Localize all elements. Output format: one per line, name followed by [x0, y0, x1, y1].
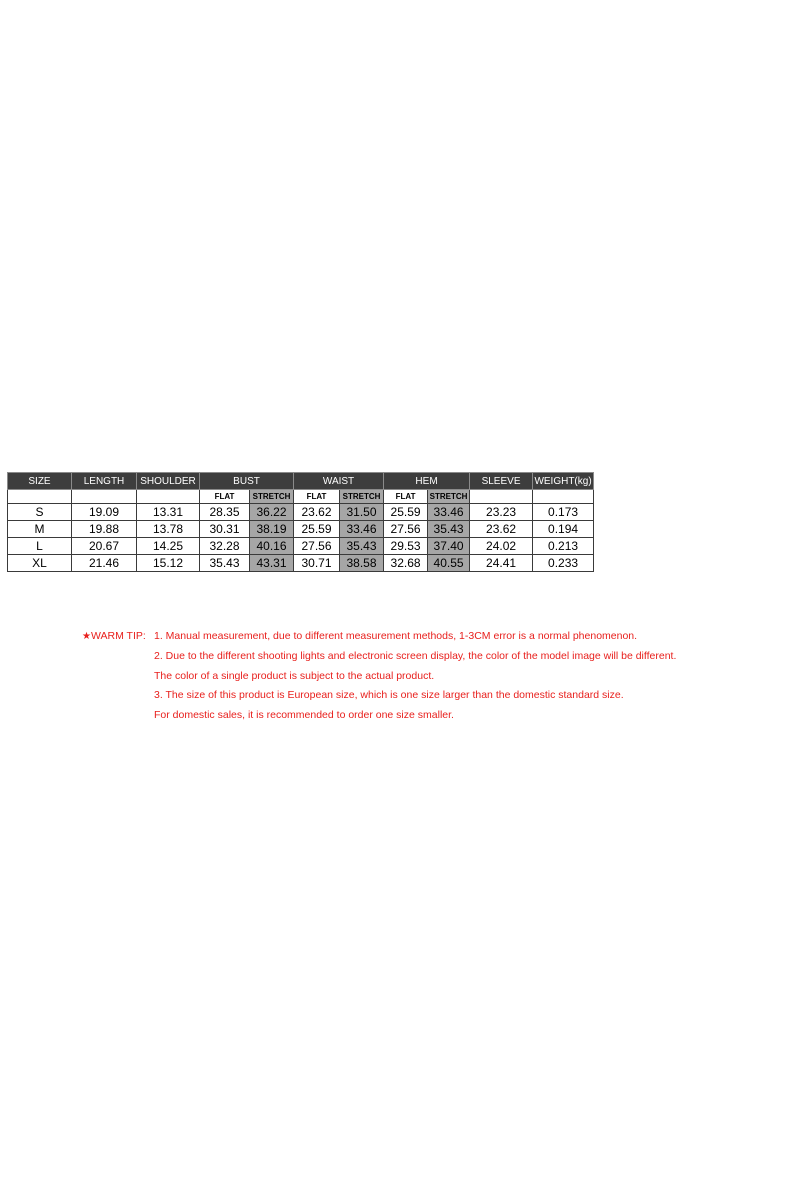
header-weight: WEIGHT(kg) — [533, 473, 594, 490]
cell-sleeve: 23.23 — [470, 504, 533, 521]
cell-waist-stretch: 33.46 — [340, 521, 384, 538]
subheader-waist-stretch: STRETCH — [340, 490, 384, 504]
header-row — [8, 473, 594, 490]
cell-size: XL — [8, 555, 72, 572]
header-waist: WAIST — [294, 473, 384, 490]
cell-bust-flat: 32.28 — [200, 538, 250, 555]
cell-bust-flat: 30.31 — [200, 521, 250, 538]
table-row — [8, 504, 594, 521]
cell-length: 19.09 — [72, 504, 137, 521]
cell-waist-flat: 30.71 — [294, 555, 340, 572]
cell-length: 19.88 — [72, 521, 137, 538]
subheader-row — [8, 490, 594, 504]
cell-weight: 0.233 — [533, 555, 594, 572]
cell-hem-stretch: 37.40 — [428, 538, 470, 555]
table-row — [8, 521, 594, 538]
subheader-empty — [72, 490, 137, 504]
cell-waist-stretch: 31.50 — [340, 504, 384, 521]
cell-weight: 0.213 — [533, 538, 594, 555]
subheader-waist-flat: FLAT — [294, 490, 340, 504]
subheader-bust-stretch: STRETCH — [250, 490, 294, 504]
warm-tip-line: 3. The size of this product is European size, which is one size larger than the domestic standard size. — [154, 689, 624, 701]
cell-hem-flat: 27.56 — [384, 521, 428, 538]
cell-length: 20.67 — [72, 538, 137, 555]
header-hem: HEM — [384, 473, 470, 490]
cell-waist-stretch: 35.43 — [340, 538, 384, 555]
cell-weight: 0.194 — [533, 521, 594, 538]
cell-weight: 0.173 — [533, 504, 594, 521]
subheader-empty — [533, 490, 594, 504]
subheader-hem-stretch: STRETCH — [428, 490, 470, 504]
cell-sleeve: 23.62 — [470, 521, 533, 538]
warm-tip-line: For domestic sales, it is recommended to order one size smaller. — [154, 709, 454, 721]
cell-size: M — [8, 521, 72, 538]
cell-shoulder: 15.12 — [137, 555, 200, 572]
warm-tip-line: 2. Due to the different shooting lights and electronic screen display, the color of the model image will be different. — [154, 650, 677, 662]
header-size: SIZE — [8, 473, 72, 490]
cell-waist-flat: 27.56 — [294, 538, 340, 555]
cell-hem-flat: 32.68 — [384, 555, 428, 572]
warm-tip-line: 1. Manual measurement, due to different measurement methods, 1-3CM error is a normal phenomenon. — [154, 630, 638, 642]
cell-hem-stretch: 35.43 — [428, 521, 470, 538]
cell-waist-flat: 25.59 — [294, 521, 340, 538]
cell-sleeve: 24.02 — [470, 538, 533, 555]
header-length: LENGTH — [72, 473, 137, 490]
header-sleeve: SLEEVE — [470, 473, 533, 490]
cell-bust-stretch: 43.31 — [250, 555, 294, 572]
cell-hem-stretch: 33.46 — [428, 504, 470, 521]
cell-hem-stretch: 40.55 — [428, 555, 470, 572]
header-shoulder: SHOULDER — [137, 473, 200, 490]
cell-size: L — [8, 538, 72, 555]
subheader-empty — [470, 490, 533, 504]
cell-bust-stretch: 36.22 — [250, 504, 294, 521]
subheader-empty — [8, 490, 72, 504]
size-chart-table — [7, 472, 594, 572]
cell-length: 21.46 — [72, 555, 137, 572]
table-row — [8, 555, 594, 572]
subheader-empty — [137, 490, 200, 504]
cell-bust-stretch: 40.16 — [250, 538, 294, 555]
star-icon: ★ — [82, 631, 91, 642]
cell-shoulder: 13.78 — [137, 521, 200, 538]
header-bust: BUST — [200, 473, 294, 490]
warm-tip-label: ★WARM TIP: — [82, 630, 146, 642]
cell-shoulder: 13.31 — [137, 504, 200, 521]
cell-waist-flat: 23.62 — [294, 504, 340, 521]
table-row — [8, 538, 594, 555]
cell-hem-flat: 25.59 — [384, 504, 428, 521]
cell-sleeve: 24.41 — [470, 555, 533, 572]
cell-bust-stretch: 38.19 — [250, 521, 294, 538]
cell-bust-flat: 28.35 — [200, 504, 250, 521]
subheader-bust-flat: FLAT — [200, 490, 250, 504]
cell-bust-flat: 35.43 — [200, 555, 250, 572]
cell-waist-stretch: 38.58 — [340, 555, 384, 572]
cell-hem-flat: 29.53 — [384, 538, 428, 555]
cell-size: S — [8, 504, 72, 521]
subheader-hem-flat: FLAT — [384, 490, 428, 504]
warm-tip-line: The color of a single product is subject to the actual product. — [154, 670, 435, 682]
cell-shoulder: 14.25 — [137, 538, 200, 555]
